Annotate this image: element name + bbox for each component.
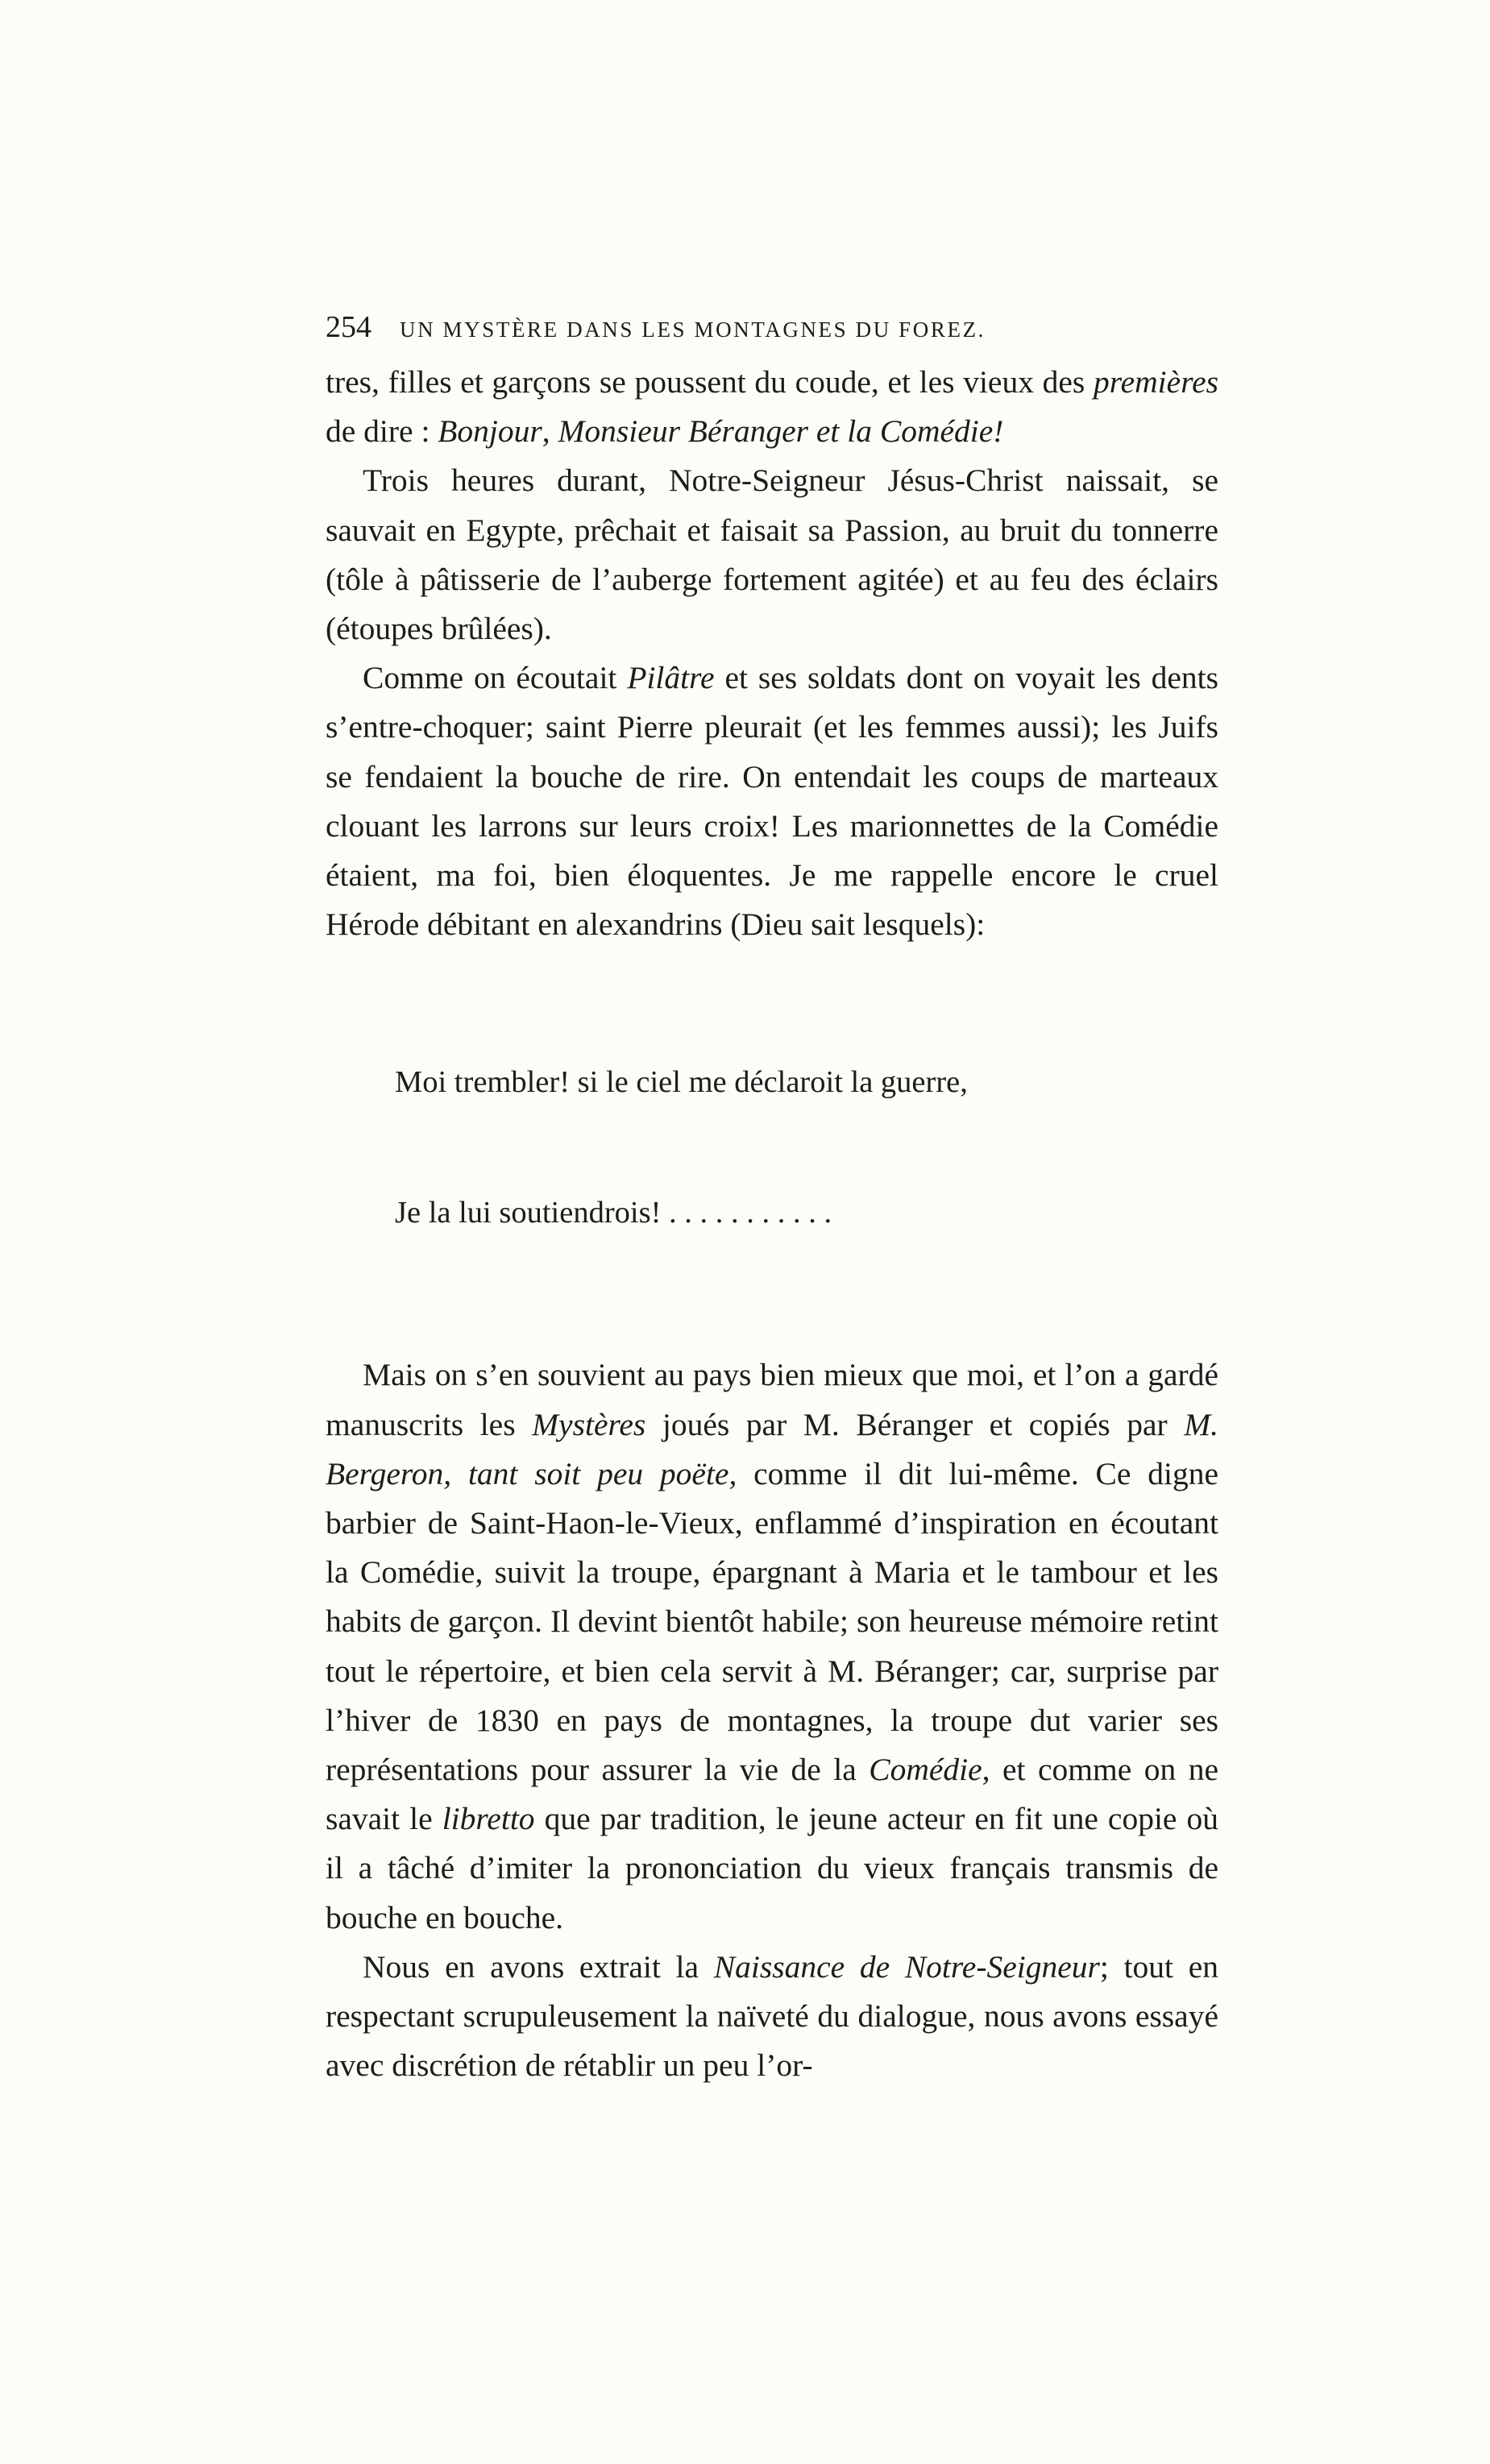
italic-text: M. Bergeron, tant soit peu poëte,	[326, 1406, 1219, 1491]
text-run: ; tout en respectant scrupuleusement la naïveté du dialogue, nous avons essayé avec discrétion de rétablir un peu l’or-	[326, 1948, 1218, 2084]
page-header	[326, 309, 1218, 358]
text-run: que par tradition, le jeune acteur en fit une copie où il a tâché d’imiter la prononciation du vieux français transmis de bouche en bouche.	[326, 1801, 1218, 1935]
text-run: ,	[542, 413, 558, 450]
text-run: Mais on s’en souvient au pays bien mieux que moi, et l’on a gardé manuscrits les	[326, 1357, 1218, 1442]
text-run: comme il dit lui-même. Ce digne barbier de Saint-Haon-le-Vieux, enflammé d’inspiration en écoutant la Comédie, suivit la troupe, épargnant à Maria et le tambour et les habits de garçon. Il devint bientôt habile; son heureuse mémoire retint tout le répertoire, et bien cela servit à M. Béranger; car, surprise par l’hiver de 1830 en pays de montagnes, la troupe dut varier ses représentations pour assurer la vie de la	[326, 1455, 1218, 1788]
text-run: de dire :	[326, 413, 438, 450]
paragraph-continuation	[326, 358, 1218, 456]
italic-text: Naissance de Notre-Seigneur	[713, 1948, 1100, 1985]
paragraph-pilatre	[326, 653, 1218, 949]
text-run: tres, filles et garçons se poussent du coude, et les vieux des	[326, 364, 1094, 400]
italic-text: Bonjour	[438, 413, 542, 450]
page-number: 254	[326, 310, 371, 344]
text-run: et ses soldats dont on voyait les dents s’entre-choquer; saint Pierre pleurait (et les femmes aussi); les Juifs se fendaient la bouche de rire. On entendait les coups de marteaux clouant les larrons sur leurs croix! Les marionnettes de la Comédie étaient, ma foi, bien éloquentes. Je me rappelle encore le cruel Hérode débitant en alexandrins (Dieu sait lesquels):	[326, 660, 1218, 943]
italic-text: premières	[1093, 364, 1218, 400]
text-run: Comme on écoutait	[363, 660, 628, 696]
italic-text: Mystères	[532, 1406, 646, 1442]
verse-line: Je la lui soutiendrois! . . . . . . . . . . .	[395, 1196, 832, 1230]
text-run: Nous en avons extrait la	[363, 1948, 714, 1985]
italic-text: libretto	[442, 1801, 535, 1837]
italic-text: Pilâtre	[627, 660, 715, 696]
book-page-content	[326, 309, 1218, 2090]
paragraph-manuscrits	[326, 1350, 1218, 1942]
verse-line: Moi trembler! si le ciel me déclaroit la guerre,	[395, 1065, 968, 1100]
verse-quote	[395, 973, 1218, 1321]
italic-text: Monsieur Béranger et la Comédie!	[558, 413, 1004, 450]
paragraph-naissance	[326, 1943, 1218, 2091]
text-run: joués par M. Béranger et copiés par	[645, 1406, 1185, 1442]
text-run: , et comme on ne savait le	[326, 1752, 1218, 1837]
paragraph-passion: Trois heures durant, Notre-Seigneur Jésus-Christ naissait, se sauvait en Egypte, prêchait et faisait sa Passion, au bruit du tonnerre (tôle à pâtisserie de l’auberge fortement agitée) et au feu des éclairs (étoupes brûlées).	[326, 463, 1218, 647]
running-title: UN MYSTÈRE DANS LES MONTAGNES DU FOREZ.	[400, 317, 986, 342]
italic-text: Comédie	[869, 1752, 982, 1788]
